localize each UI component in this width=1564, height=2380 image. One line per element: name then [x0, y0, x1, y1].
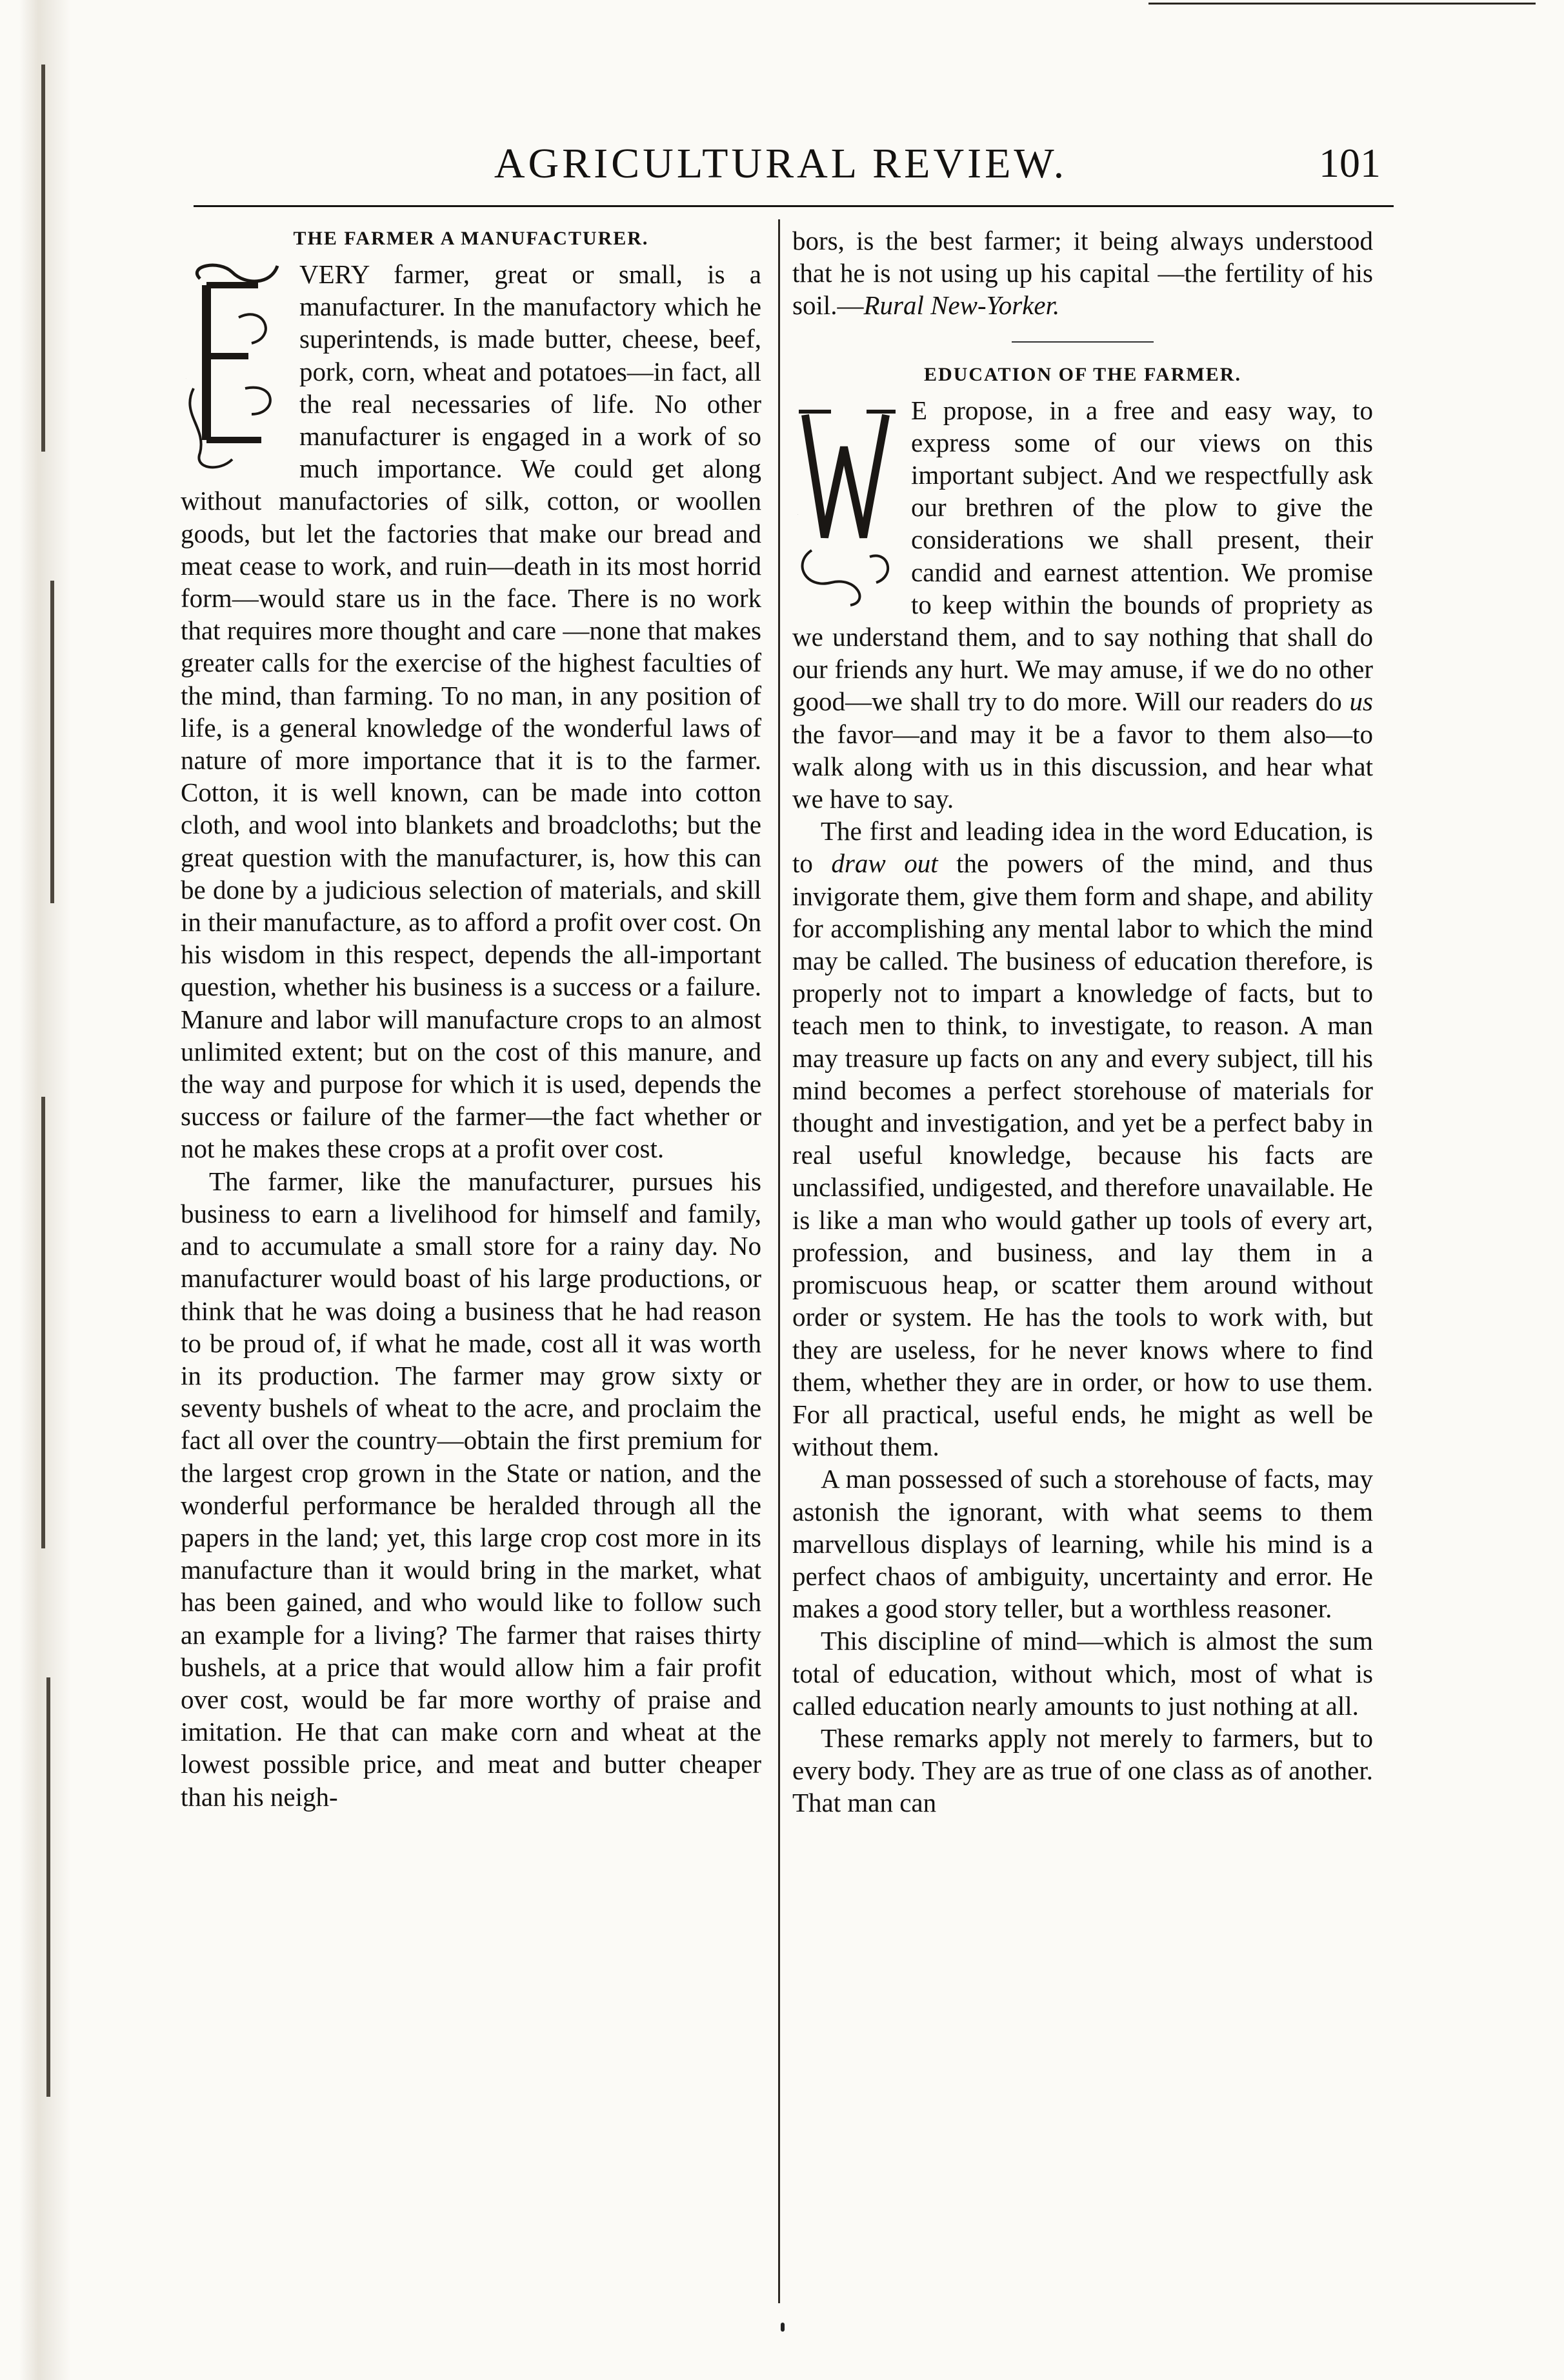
journal-title: AGRICULTURAL REVIEW.	[494, 140, 1068, 187]
header-rule	[194, 205, 1394, 207]
scan-edge-line	[1148, 3, 1536, 5]
column-divider	[778, 219, 780, 2303]
ornamental-initial	[181, 259, 288, 472]
ornamental-initial	[792, 395, 899, 608]
paragraph: A man possessed of such a storehouse of facts, may astonish the ignorant, with what seems to them marvellous displays of learning, while his mind is a perfect chaos of ambiguity, uncertainty and error. He makes a good story teller, but a worthless reasoner.	[792, 1464, 1373, 1624]
page-number: 101	[1319, 140, 1381, 186]
section-rule	[1012, 341, 1154, 343]
print-speck	[781, 2323, 785, 2332]
scan-binding-shadow	[0, 0, 77, 2380]
paragraph: The farmer, like the manufacturer, pursues his business to earn a livelihood for himself and family, and to accumulate a small store for a rainy day. No manufacturer would boast of his large productions, or think that he was doing a business that he had reason to be proud of, if what he made, cost all it was worth in its production. The farmer may grow sixty or seventy bushels of wheat to the acre, and proclaim the fact all over the country—obtain the first premium for the largest crop grown in the State or nation, and the wonderful performance be heralded through all the papers in the land; yet, this large crop cost more in its manufacture than it would bring in the market, what has been gained, and who would like to follow such an example for a living? The farmer that raises thirty bushels, at a price that would allow him a fair profit over cost, would be far more worthy of praise and imitation. He that can make corn and wheat at the lowest possible price, and meat and butter cheaper than his neigh-	[181, 1166, 761, 1812]
paragraph: E propose, in a free and easy way, to express some of our views on this important subject. And we respectfully ask our brethren of the plow to give the considerations we shall present, their candid and earnest attention. We promise to keep within the bounds of propriety as we understand them, and to say nothing that shall do our friends any hurt. We may amuse, if we do no other good—we shall try to do more. Will our readers do us the favor—and may it be a favor to them also—to walk along with us in this discussion, and hear what we have to say.	[792, 395, 1374, 814]
initial-letter: W	[797, 514, 798, 515]
column-right	[792, 225, 1373, 1819]
paragraph: The first and leading idea in the word Education, is to draw out the powers of the mind, and thus invigorate them, give them form and shape, and ability for accomplishing any mental labor to which the mind may be called. The business of education therefore, is properly not to impart a knowledge of facts, but to teach men to think, to investigate, to reason. A man may treasure up facts on any and every subject, till his mind becomes a perfect storehouse of materials for thought and investigation, and yet be a perfect baby in real useful knowledge, because his facts are unclassified, undigested, and therefore unavailable. He is like a man who would gather up tools of every art, profession, and business, and lay them in a promiscuous heap, or scatter them around without order or system. He has the tools to work with, but they are useless, for he never knows where to find them, whether they are in order, or how to use them. For all practical, useful ends, he might as well be without them.	[792, 816, 1374, 1462]
article-heading: EDUCATION OF THE FARMER.	[924, 363, 1241, 385]
paragraph-continued: bors, is the best farmer; it being always understood that he is not using up his capital —the fertility of his soil.—Rural New-Yorker.	[792, 226, 1373, 321]
column-left	[181, 225, 761, 1813]
source-credit: Rural New-Yorker.	[863, 290, 1060, 321]
article-heading: THE FARMER A MANUFACTURER.	[293, 228, 649, 249]
paragraph: These remarks apply not merely to farmers, but to every body. They are as true of one class as of another. That man can	[792, 1723, 1373, 1818]
running-header	[181, 129, 1381, 191]
paragraph: This discipline of mind—which is almost the sum total of education, without which, most of what is called education nearly amounts to just nothing at all.	[792, 1626, 1373, 1721]
paragraph: VERY farmer, great or small, is a manufacturer. In the manufactory which he superintends, is made butter, cheese, beef, pork, corn, wheat and potatoes—in fact, all the real necessaries of life. No other manufacturer is engaged in a work of so much importance. We could get along without manufactories of silk, cotton, or woollen goods, but let the factories that make our bread and meat cease to work, and ruin—death in its most horrid form—would stare us in the face. There is no work that requires more thought and care —none that makes greater calls for the exercise of the highest faculties of the mind, than farming. To no man, in any position of life, is a general knowledge of the wonderful laws of nature of more importance that it is to the farmer. Cotton, it is well known, can be made into cotton cloth, and wool into blankets and broadcloths; but the great question with the manufacturer, is, how this can be done by a judicious selection of materials, and skill in their manufacture, as to afford a profit over cost. On his wisdom in this respect, depends the all-important question, whether his business is a success or a failure. Manure and labor will manufacture crops to an almost unlimited extent; but on the cost of this manure, and the way and purpose for which it is used, depends the success or failure of the farmer—the fact whether or not he makes these crops at a profit over cost.	[181, 259, 761, 1164]
